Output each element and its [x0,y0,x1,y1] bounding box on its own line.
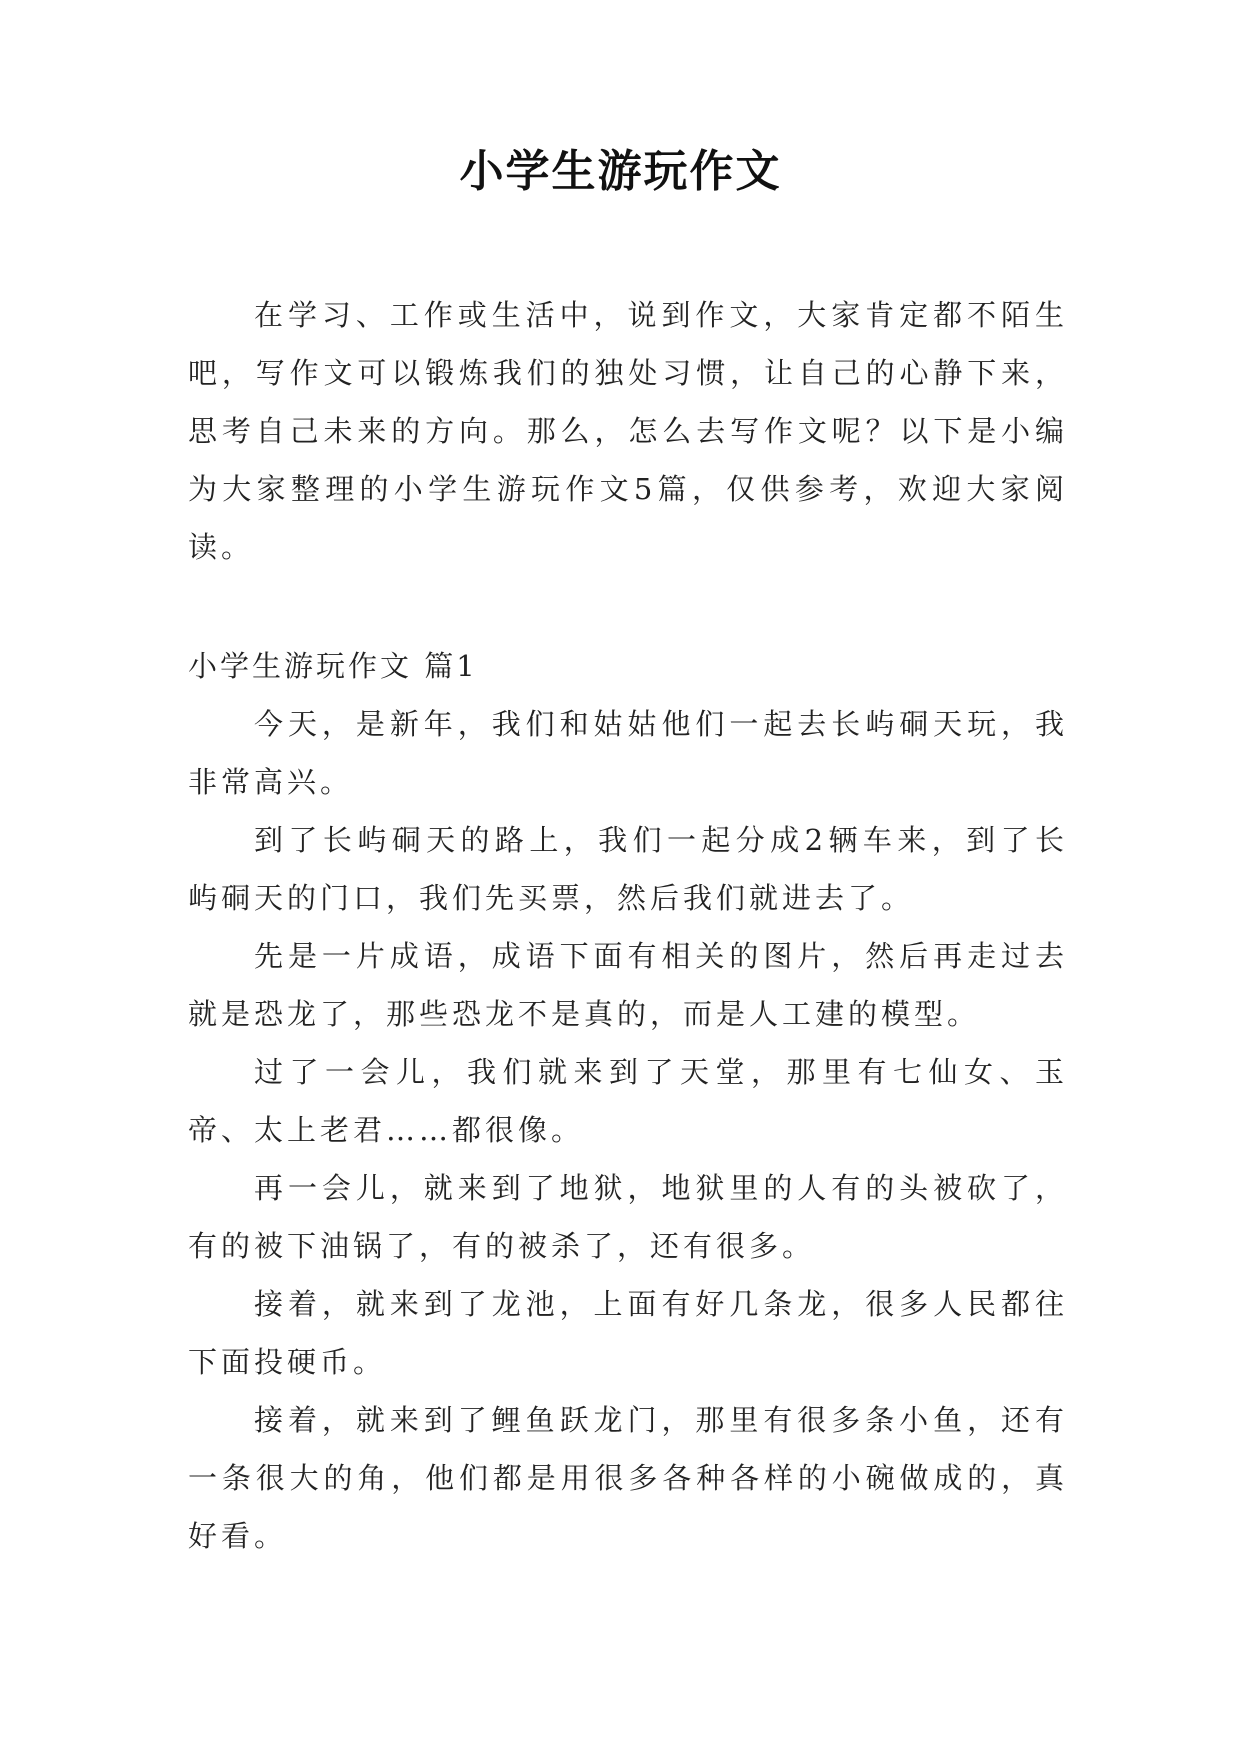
section-heading: 小学生游玩作文 篇1 [188,649,478,683]
paragraph-7: 接着，就来到了鲤鱼跃龙门，那里有很多条小鱼，还有一条很大的角，他们都是用很多各种各样的小碗做成的，真好看。 [188,1403,1068,1553]
essay-section [188,637,1068,1565]
paragraph-2: 到了长屿硐天的路上，我们一起分成2辆车来，到了长屿硐天的门口，我们先买票，然后我们就进去了。 [188,823,1068,915]
paragraph-1: 今天，是新年，我们和姑姑他们一起去长屿硐天玩，我非常高兴。 [188,707,1068,799]
intro-paragraph: 在学习、工作或生活中，说到作文，大家肯定都不陌生吧，写作文可以锻炼我们的独处习惯，让自己的心静下来，思考自己未来的方向。那么，怎么去写作文呢？以下是小编为大家整理的小学生游玩作文5篇，仅供参考，欢迎大家阅读。 [188,298,1068,564]
document-title: 小学生游玩作文 [459,146,782,197]
paragraph-5: 再一会儿，就来到了地狱，地狱里的人有的头被砍了，有的被下油锅了，有的被杀了，还有很多。 [188,1171,1068,1263]
paragraph-6: 接着，就来到了龙池，上面有好几条龙，很多人民都往下面投硬币。 [188,1287,1068,1379]
paragraph-4: 过了一会儿，我们就来到了天堂，那里有七仙女、玉帝、太上老君……都很像。 [188,1055,1068,1147]
intro-section [188,286,1068,576]
paragraph-3: 先是一片成语，成语下面有相关的图片，然后再走过去就是恐龙了，那些恐龙不是真的，而是人工建的模型。 [188,939,1068,1031]
